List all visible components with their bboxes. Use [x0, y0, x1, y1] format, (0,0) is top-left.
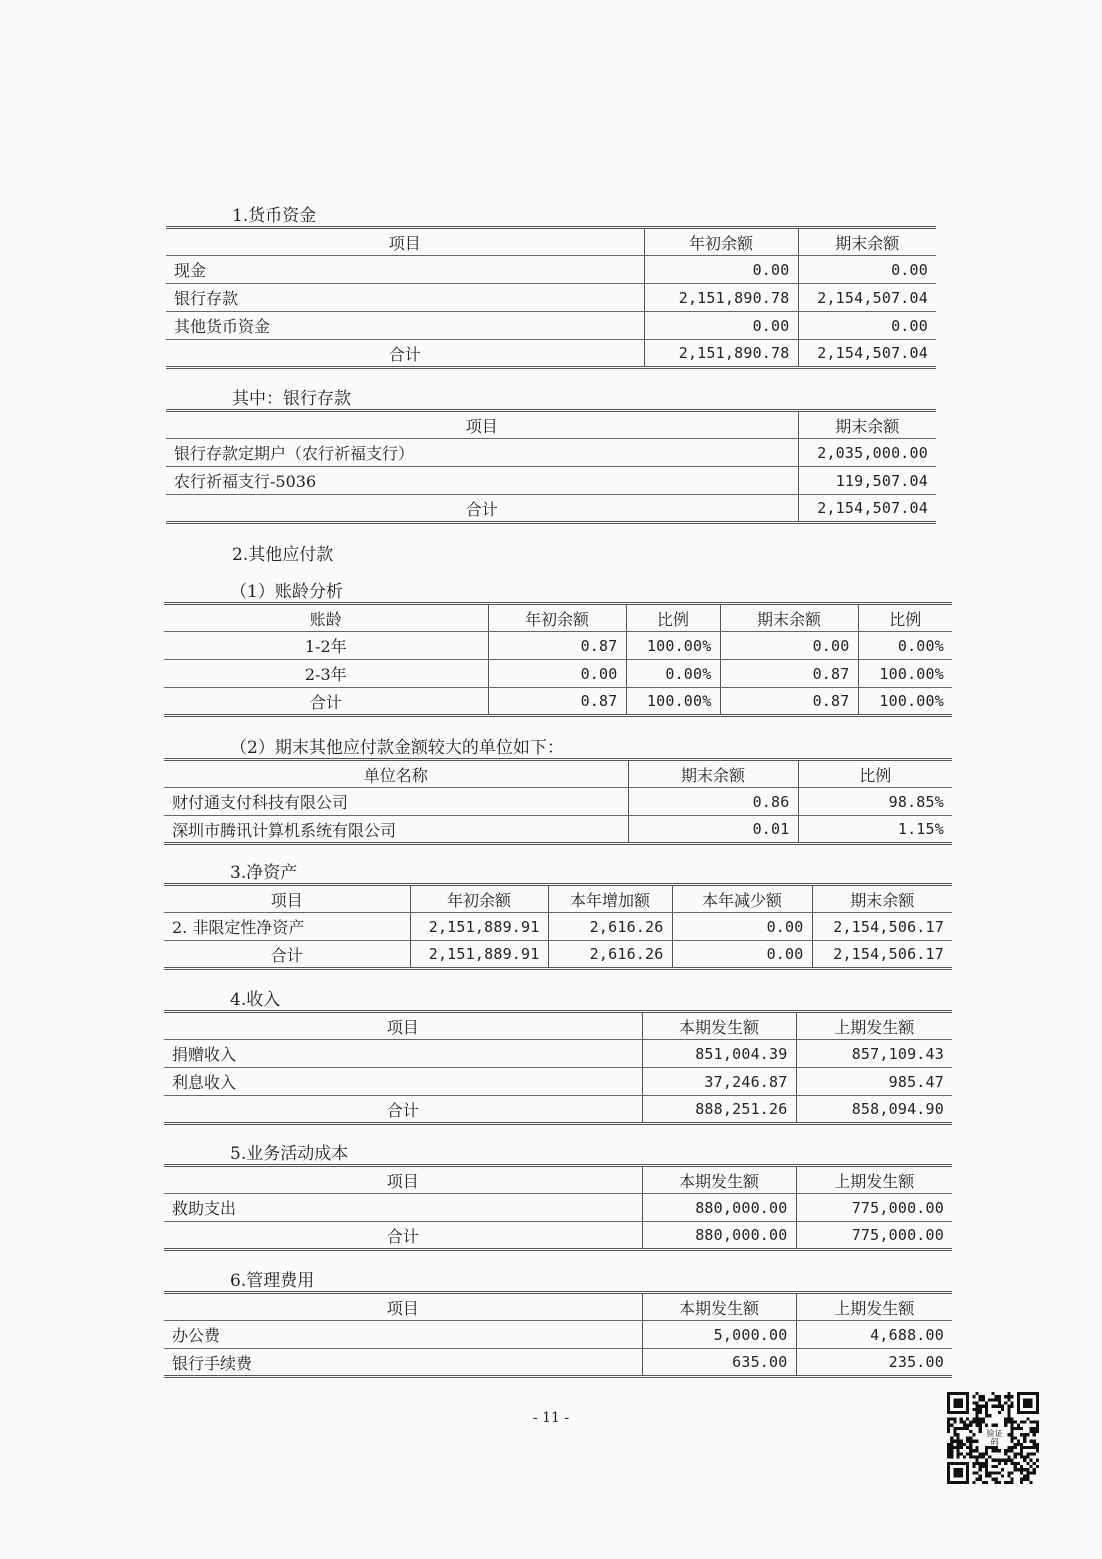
header-cell: 本年减少额	[672, 885, 812, 913]
cell-value: 37,246.87	[642, 1068, 796, 1096]
section-title-net-assets: 3.净资产	[230, 863, 298, 883]
table-total-row	[166, 340, 936, 368]
table-header-row	[164, 1293, 952, 1321]
header-cell: 项目	[164, 1166, 642, 1194]
table-row	[164, 913, 952, 941]
table-row	[164, 1040, 952, 1068]
row-label: 银行手续费	[164, 1349, 642, 1377]
cell-value: 100.00%	[858, 660, 952, 688]
table-header-row	[164, 1012, 952, 1040]
table-row	[164, 816, 952, 844]
section-title-income: 4.收入	[230, 990, 281, 1010]
header-cell: 账龄	[164, 604, 488, 632]
row-label: 2. 非限定性净资产	[164, 913, 410, 941]
cell-value: 0.87	[488, 632, 626, 660]
table-row	[164, 660, 952, 688]
cell-value: 775,000.00	[796, 1222, 952, 1250]
subsection-title-aging: （1）账龄分析	[230, 582, 343, 602]
header-cell: 本期发生额	[642, 1293, 796, 1321]
table-header-row	[166, 228, 936, 256]
header-cell: 项目	[164, 1012, 642, 1040]
table-header-row	[164, 885, 952, 913]
cell-value: 98.85%	[798, 788, 952, 816]
table-cash	[166, 226, 936, 369]
cell-value: 857,109.43	[796, 1040, 952, 1068]
row-label: 2-3年	[164, 660, 488, 688]
table-total-row	[164, 688, 952, 716]
row-label: 救助支出	[164, 1194, 642, 1222]
table-admin-expenses	[164, 1291, 952, 1378]
header-cell: 期末余额	[720, 604, 858, 632]
cell-value: 100.00%	[626, 688, 720, 716]
header-cell: 项目	[166, 228, 644, 256]
cell-value: 635.00	[642, 1349, 796, 1377]
cell-value: 2,154,506.17	[812, 941, 952, 969]
row-label: 银行存款定期户（农行祈福支行）	[166, 439, 798, 467]
header-cell: 上期发生额	[796, 1166, 952, 1194]
section-title-other-payables: 2.其他应付款	[232, 545, 334, 565]
cell-value: 1.15%	[798, 816, 952, 844]
table-total-row	[164, 941, 952, 969]
row-label: 农行祈福支行-5036	[166, 467, 798, 495]
section-title-cash: 1.货币资金	[232, 206, 317, 226]
subsection-title-major-payables: （2）期末其他应付款金额较大的单位如下：	[230, 738, 564, 758]
cell-value: 2,151,890.78	[644, 284, 798, 312]
cell-value: 0.00	[720, 632, 858, 660]
header-cell: 比例	[858, 604, 952, 632]
cell-value: 2,151,889.91	[410, 941, 548, 969]
row-label: 合计	[166, 495, 798, 523]
table-header-row	[164, 604, 952, 632]
cell-value: 880,000.00	[642, 1194, 796, 1222]
table-row	[166, 312, 936, 340]
header-cell: 项目	[166, 411, 798, 439]
table-aging-analysis	[164, 602, 952, 717]
table-row	[166, 284, 936, 312]
cell-value: 0.00	[672, 913, 812, 941]
row-label: 办公费	[164, 1321, 642, 1349]
table-net-assets	[164, 883, 952, 970]
cell-value: 0.00%	[858, 632, 952, 660]
table-row	[166, 256, 936, 284]
header-cell: 上期发生额	[796, 1293, 952, 1321]
header-cell: 期末余额	[628, 760, 798, 788]
row-label: 合计	[166, 340, 644, 368]
header-cell: 期末余额	[798, 228, 936, 256]
table-bank-deposits	[166, 409, 936, 524]
cell-value: 2,035,000.00	[798, 439, 936, 467]
cell-value: 235.00	[796, 1349, 952, 1377]
header-cell: 本年增加额	[548, 885, 672, 913]
cell-value: 775,000.00	[796, 1194, 952, 1222]
row-label: 其他货币资金	[166, 312, 644, 340]
cell-value: 2,154,507.04	[798, 495, 936, 523]
svg-text:码: 码	[990, 1436, 999, 1447]
cell-value: 985.47	[796, 1068, 952, 1096]
table-row	[166, 439, 936, 467]
cell-value: 100.00%	[626, 632, 720, 660]
table-total-row	[164, 1096, 952, 1124]
cell-value: 2,151,889.91	[410, 913, 548, 941]
row-label: 1-2年	[164, 632, 488, 660]
qr-center-label: 验证	[986, 1427, 1003, 1438]
table-total-row	[166, 495, 936, 523]
header-cell: 期末余额	[812, 885, 952, 913]
cell-value: 0.00%	[626, 660, 720, 688]
cell-value: 2,616.26	[548, 941, 672, 969]
header-cell: 年初余额	[488, 604, 626, 632]
table-income	[164, 1010, 952, 1125]
section-title-business-cost: 5.业务活动成本	[230, 1144, 349, 1164]
table-row	[164, 1349, 952, 1377]
cell-value: 0.00	[798, 256, 936, 284]
cell-value: 0.87	[720, 660, 858, 688]
row-label: 合计	[164, 1222, 642, 1250]
cell-value: 2,154,507.04	[798, 284, 936, 312]
row-label: 深圳市腾讯计算机系统有限公司	[164, 816, 628, 844]
cell-value: 880,000.00	[642, 1222, 796, 1250]
table-header-row	[166, 411, 936, 439]
header-cell: 期末余额	[798, 411, 936, 439]
header-cell: 项目	[164, 885, 410, 913]
cell-value: 119,507.04	[798, 467, 936, 495]
cell-value: 0.01	[628, 816, 798, 844]
cell-value: 0.86	[628, 788, 798, 816]
table-business-cost	[164, 1164, 952, 1251]
row-label: 捐赠收入	[164, 1040, 642, 1068]
row-label: 现金	[166, 256, 644, 284]
row-label: 合计	[164, 688, 488, 716]
cell-value: 4,688.00	[796, 1321, 952, 1349]
header-cell: 年初余额	[410, 885, 548, 913]
table-header-row	[164, 1166, 952, 1194]
section-title-bank-deposits: 其中：银行存款	[232, 389, 351, 409]
table-row	[164, 1194, 952, 1222]
row-label: 银行存款	[166, 284, 644, 312]
cell-value: 0.00	[644, 256, 798, 284]
cell-value: 2,616.26	[548, 913, 672, 941]
cell-value: 0.00	[798, 312, 936, 340]
header-cell: 上期发生额	[796, 1012, 952, 1040]
qr-code-icon	[947, 1392, 1039, 1484]
cell-value: 2,154,506.17	[812, 913, 952, 941]
page-number: - 11 -	[532, 1410, 570, 1426]
header-cell: 本期发生额	[642, 1012, 796, 1040]
header-cell: 项目	[164, 1293, 642, 1321]
cell-value: 0.87	[488, 688, 626, 716]
cell-value: 2,154,507.04	[798, 340, 936, 368]
cell-value: 5,000.00	[642, 1321, 796, 1349]
row-label: 合计	[164, 941, 410, 969]
row-label: 合计	[164, 1096, 642, 1124]
row-label: 利息收入	[164, 1068, 642, 1096]
cell-value: 888,251.26	[642, 1096, 796, 1124]
cell-value: 2,151,890.78	[644, 340, 798, 368]
cell-value: 851,004.39	[642, 1040, 796, 1068]
cell-value: 0.00	[488, 660, 626, 688]
table-row	[164, 1321, 952, 1349]
header-cell: 单位名称	[164, 760, 628, 788]
header-cell: 比例	[798, 760, 952, 788]
header-cell: 比例	[626, 604, 720, 632]
table-row	[164, 1068, 952, 1096]
cell-value: 0.00	[644, 312, 798, 340]
header-cell: 本期发生额	[642, 1166, 796, 1194]
cell-value: 100.00%	[858, 688, 952, 716]
row-label: 财付通支付科技有限公司	[164, 788, 628, 816]
cell-value: 0.00	[672, 941, 812, 969]
table-row	[164, 632, 952, 660]
table-total-row	[164, 1222, 952, 1250]
header-cell: 年初余额	[644, 228, 798, 256]
cell-value: 858,094.90	[796, 1096, 952, 1124]
table-row	[164, 788, 952, 816]
section-title-admin-expenses: 6.管理费用	[230, 1271, 315, 1291]
cell-value: 0.87	[720, 688, 858, 716]
table-row	[166, 467, 936, 495]
table-header-row	[164, 760, 952, 788]
table-major-payables	[164, 758, 952, 845]
